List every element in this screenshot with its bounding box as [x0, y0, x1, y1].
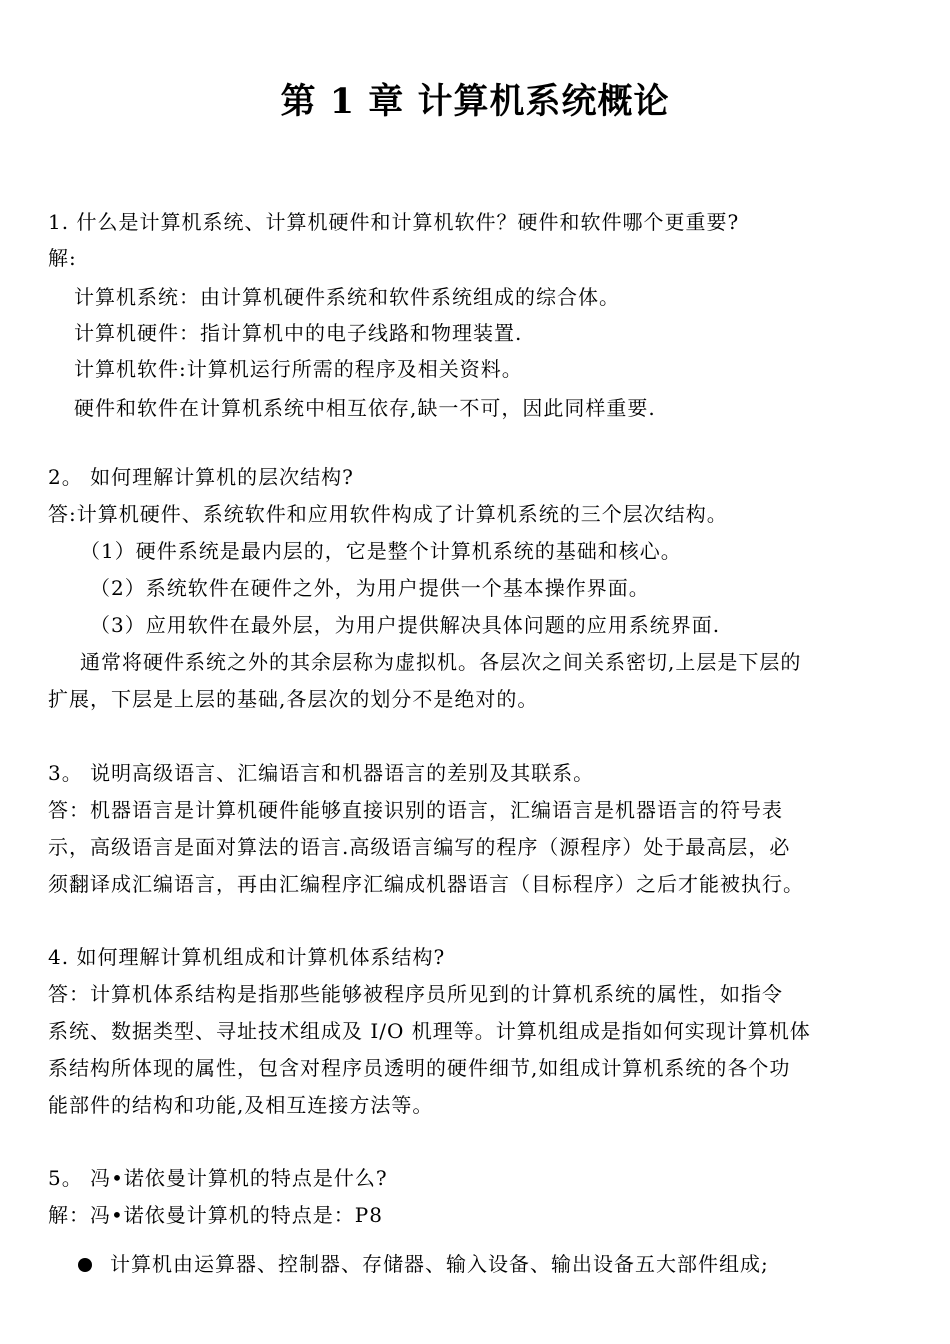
answer-2-first: 答:计算机硬件、系统软件和应用软件构成了计算机系统的三个层次结构。 [48, 502, 728, 526]
answer-2-item: （3）应用软件在最外层，为用户提供解决具体问题的应用系统界面. [90, 613, 721, 637]
answer-3-line: 答：机器语言是计算机硬件能够直接识别的语言，汇编语言是机器语言的符号表 [48, 798, 783, 822]
answer-4-line: 能部件的结构和功能,及相互连接方法等。 [48, 1093, 434, 1117]
answer-1-line: 计算机硬件：指计算机中的电子线路和物理装置. [74, 321, 523, 345]
answer-1-line: 计算机系统：由计算机硬件系统和软件系统组成的综合体。 [74, 285, 620, 309]
answer-2-item: （1）硬件系统是最内层的，它是整个计算机系统的基础和核心。 [80, 539, 682, 563]
answer-2-paragraph: 扩展，下层是上层的基础,各层次的划分不是绝对的。 [48, 687, 539, 711]
question-5: 5。 冯•诺依曼计算机的特点是什么? [48, 1166, 388, 1190]
bullet-text: 计算机由运算器、控制器、存储器、输入设备、输出设备五大部件组成; [110, 1252, 769, 1276]
answer-label-1: 解: [48, 246, 77, 270]
question-1: 1. 什么是计算机系统、计算机硬件和计算机软件？硬件和软件哪个更重要? [48, 210, 740, 234]
bullet-item [78, 1250, 769, 1278]
answer-4-line: 答：计算机体系结构是指那些能够被程序员所见到的计算机系统的属性，如指令 [48, 982, 783, 1006]
answer-4-line: 系结构所体现的属性，包含对程序员透明的硬件细节,如组成计算机系统的各个功 [48, 1056, 791, 1080]
question-4: 4. 如何理解计算机组成和计算机体系结构? [48, 945, 446, 969]
chapter-title: 第 1 章 计算机系统概论 [280, 81, 670, 122]
answer-2-item: （2）系统软件在硬件之外，为用户提供一个基本操作界面。 [90, 576, 650, 600]
answer-4-line: 系统、数据类型、寻址技术组成及 I/O 机理等。计算机组成是指如何实现计算机体 [48, 1019, 811, 1043]
answer-1-line: 计算机软件:计算机运行所需的程序及相关资料。 [74, 357, 523, 381]
bullet-dot-icon [78, 1258, 92, 1272]
answer-3-line: 须翻译成汇编语言，再由汇编程序汇编成机器语言（目标程序）之后才能被执行。 [48, 872, 804, 896]
answer-3-line: 示，高级语言是面对算法的语言.高级语言编写的程序（源程序）处于最高层，必 [48, 835, 791, 859]
answer-5: 解：冯•诺依曼计算机的特点是：P8 [48, 1203, 383, 1227]
question-2: 2。 如何理解计算机的层次结构? [48, 465, 354, 489]
question-3: 3。 说明高级语言、汇编语言和机器语言的差别及其联系。 [48, 761, 595, 785]
answer-2-paragraph: 通常将硬件系统之外的其余层称为虚拟机。各层次之间关系密切,上层是下层的 [80, 650, 802, 674]
answer-1-line: 硬件和软件在计算机系统中相互依存,缺一不可，因此同样重要. [74, 396, 656, 420]
